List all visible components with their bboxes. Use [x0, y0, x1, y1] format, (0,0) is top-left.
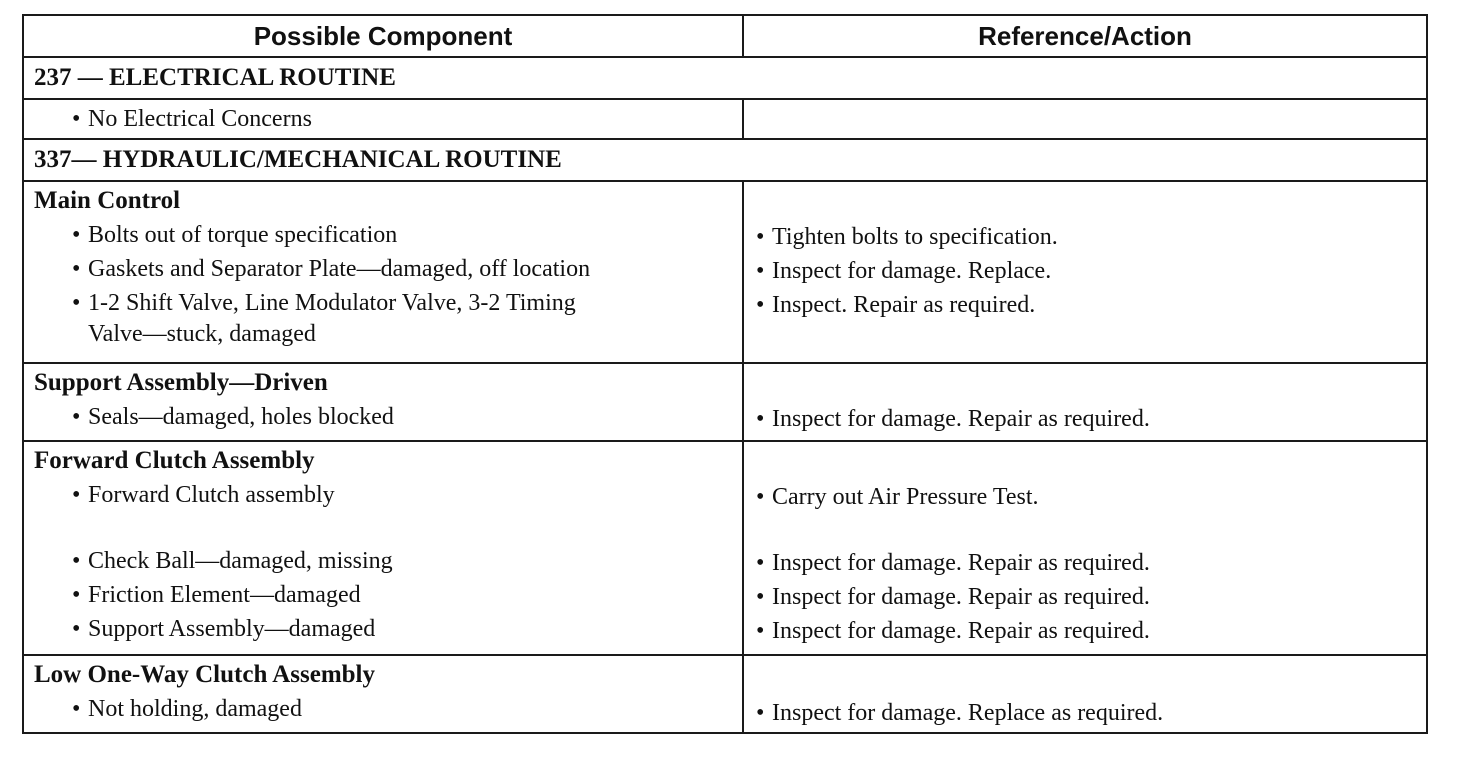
bullet: •: [756, 406, 765, 432]
section-title: Low One-Way Clutch Assembly: [34, 661, 376, 688]
action-item: [744, 614, 1426, 648]
action-text: Inspect for damage. Repair as required.: [772, 406, 1150, 432]
bullet: •: [72, 482, 81, 508]
action-item: [744, 580, 1426, 614]
action-item: [744, 696, 1426, 730]
hydraulic-routine-title: 337— HYDRAULIC/MECHANICAL ROUTINE: [34, 146, 562, 173]
action-item: [744, 546, 1426, 580]
section-title: Forward Clutch Assembly: [34, 447, 315, 474]
bullet: •: [756, 700, 765, 726]
list-item: [24, 478, 742, 512]
item-text-continued: Valve—stuck, damaged: [88, 321, 316, 347]
action-text: Inspect for damage. Repair as required.: [772, 584, 1150, 610]
bullet: •: [72, 616, 81, 642]
electrical-routine-title: 237 — ELECTRICAL ROUTINE: [34, 64, 396, 91]
list-item: [24, 612, 742, 646]
action-text: Inspect for damage. Repair as required.: [772, 618, 1150, 644]
list-item: [24, 692, 742, 726]
diagnostic-table: [22, 14, 1428, 734]
forward-clutch-row: [23, 441, 1427, 655]
action-text: Inspect for damage. Replace.: [772, 258, 1052, 284]
low-one-way-clutch-row: [23, 655, 1427, 733]
list-item: [24, 218, 742, 252]
bullet: •: [756, 292, 765, 318]
action-item: [744, 480, 1426, 514]
action-text: Inspect. Repair as required.: [772, 292, 1036, 318]
main-control-row: [23, 181, 1427, 363]
bullet: •: [756, 550, 765, 576]
list-item: [24, 102, 742, 136]
action-item: [744, 220, 1426, 254]
hydraulic-routine-row: [23, 139, 1427, 181]
bullet: •: [756, 584, 765, 610]
action-item: [744, 288, 1426, 322]
section-title: Support Assembly—Driven: [34, 369, 328, 396]
bullet: •: [756, 258, 765, 284]
item-text: 1-2 Shift Valve, Line Modulator Valve, 3-2 Timing: [88, 290, 576, 316]
bullet: •: [72, 106, 81, 132]
electrical-item: No Electrical Concerns: [88, 106, 312, 132]
item-text: Check Ball—damaged, missing: [88, 548, 393, 574]
electrical-action-cell: [743, 99, 1427, 139]
action-text: Tighten bolts to specification.: [772, 224, 1058, 250]
item-text: Friction Element—damaged: [88, 582, 361, 608]
bullet: •: [72, 256, 81, 282]
header-reference-action: Reference/Action: [743, 15, 1427, 57]
item-text: Bolts out of torque specification: [88, 222, 398, 248]
bullet: •: [72, 582, 81, 608]
bullet: •: [756, 484, 765, 510]
item-text: Support Assembly—damaged: [88, 616, 376, 642]
support-driven-row: [23, 363, 1427, 441]
list-item: [24, 400, 742, 434]
bullet: •: [72, 696, 81, 722]
item-text: Not holding, damaged: [88, 696, 302, 722]
electrical-item-row: [23, 99, 1427, 139]
header-possible-component: Possible Component: [23, 15, 743, 57]
item-text: Seals—damaged, holes blocked: [88, 404, 394, 430]
action-text: Inspect for damage. Repair as required.: [772, 550, 1150, 576]
section-title: Main Control: [34, 187, 181, 214]
header-row: [23, 15, 1427, 57]
list-item: [24, 252, 742, 286]
bullet: •: [756, 224, 765, 250]
item-text: Gaskets and Separator Plate—damaged, off location: [88, 256, 591, 282]
action-text: Inspect for damage. Replace as required.: [772, 700, 1164, 726]
action-text: Carry out Air Pressure Test.: [772, 484, 1039, 510]
action-item: [744, 402, 1426, 436]
bullet: •: [72, 290, 81, 316]
list-item: [24, 286, 742, 348]
electrical-routine-row: [23, 57, 1427, 99]
bullet: •: [72, 404, 81, 430]
list-item: [24, 544, 742, 578]
bullet: •: [72, 548, 81, 574]
item-text: Forward Clutch assembly: [88, 482, 335, 508]
bullet: •: [72, 222, 81, 248]
bullet: •: [756, 618, 765, 644]
action-item: [744, 254, 1426, 288]
list-item: [24, 578, 742, 612]
